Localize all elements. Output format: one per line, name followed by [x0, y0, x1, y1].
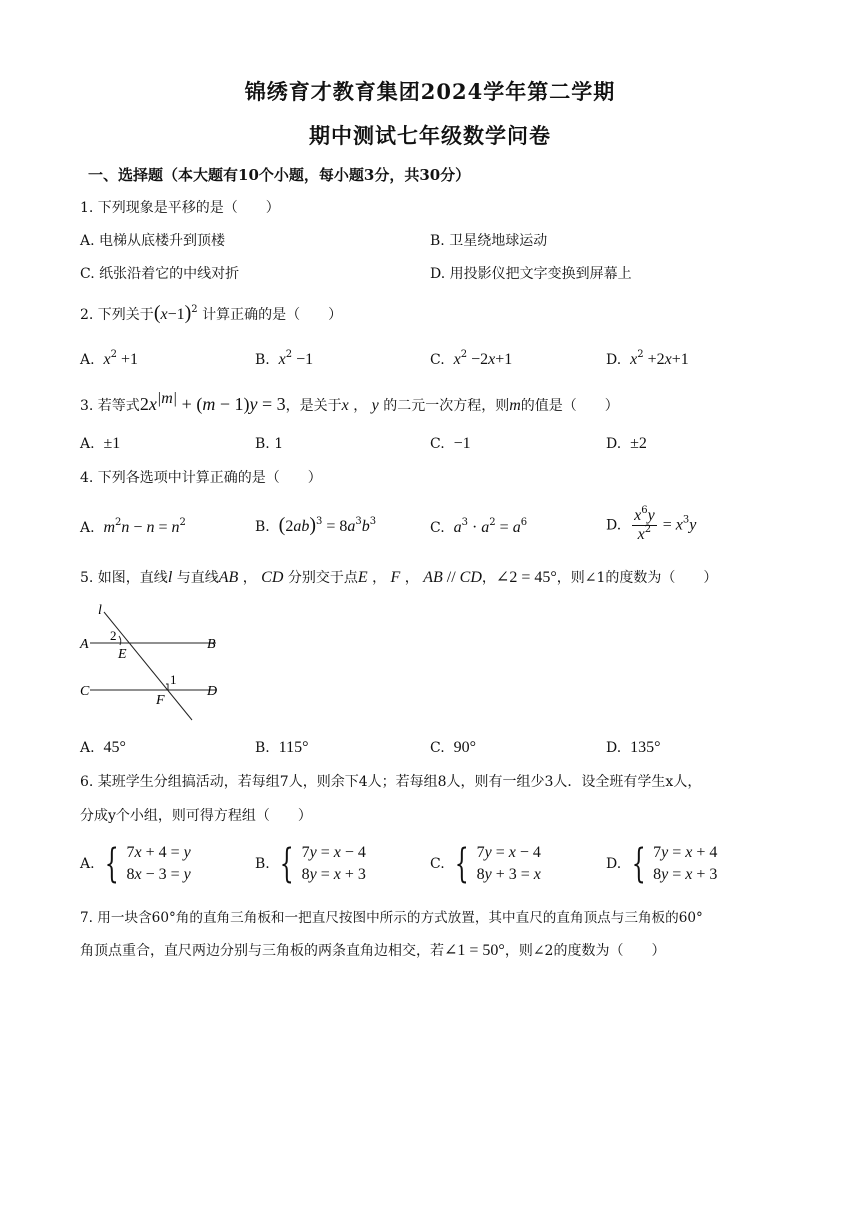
question-2-option-d: D. $x^2 +2x+1$ [606, 349, 689, 368]
question-3-text-1: ，是关于 [285, 398, 342, 414]
question-7-suffix: ，则∠2的度数为（ ） [504, 943, 666, 959]
option-value: −1 [453, 435, 471, 452]
option-value: 45° [103, 739, 126, 756]
label-f: F [156, 693, 165, 708]
angle-2-arc [119, 636, 121, 645]
line-l [104, 612, 192, 720]
question-4-stem: 4. 下列各选项中计算正确的是（ ） [80, 470, 322, 486]
label-b: B [207, 637, 216, 652]
label-a: A [80, 637, 89, 652]
question-6-option-c: C. { 7y = x − 4 8y + 3 = x [430, 841, 541, 887]
page-subtitle: 期中测试七年级数学问卷 [309, 123, 551, 148]
question-7-stem-line-2: 角顶点重合，直尺两边分别与三角板的两条直角边相交，若∠1 = 50°，则∠2的度数为（ ） [80, 942, 666, 959]
question-5-text-3: ， [481, 570, 496, 586]
question-3-option-d [606, 434, 647, 454]
question-1-option-a: A. 电梯从底楼升到顶楼 [80, 233, 226, 249]
question-1-option-b: B. 卫星绕地球运动 [430, 233, 548, 249]
label-2: 2 [110, 628, 117, 643]
question-2-prefix: 2. 下列关于 [80, 307, 154, 323]
option-letter: C. [430, 352, 445, 368]
option-letter: D. [606, 856, 622, 872]
question-7-prefix: 角顶点重合，直尺两边分别与三角板的两条直角边相交，若 [80, 943, 444, 959]
question-5-figure [76, 600, 236, 724]
question-3-prefix: 3. 若等式 [80, 398, 140, 414]
question-2-option-a: A. $x^2 +1$ [80, 349, 138, 368]
option-letter: A. [80, 520, 95, 536]
question-3-suffix: 的值是（ ） [520, 398, 619, 414]
option-letter: B. [255, 740, 270, 756]
question-2-option-b: B. $x^2 -1$ [255, 349, 314, 368]
option-letter: C. [430, 520, 445, 536]
question-5-option-a [80, 738, 126, 758]
question-4-option-c: C. $a^3 \cdot a^2 = a^6$ [430, 517, 528, 536]
question-3-text-2: 的二元一次方程，则 [383, 398, 510, 414]
option-letter: C. [430, 436, 445, 452]
question-5-text-1: 与直线 [176, 570, 219, 586]
question-2-option-c: C. $x^2 -2x+1$ [430, 349, 513, 368]
option-letter: C. [430, 856, 445, 872]
option-letter: B. [255, 519, 270, 535]
question-2-stem: 2. 下列关于$(x-1)^2$ 计算正确的是（ ） [80, 302, 343, 324]
option-value: 135° [630, 739, 661, 756]
question-5-text-2: 分别交于点 [287, 570, 358, 586]
question-6-option-d: D. { 7y = x + 4 8y = x + 3 [606, 841, 718, 887]
option-letter: D. [606, 740, 622, 756]
option-letter: B. [255, 352, 270, 368]
option-letter: D. [606, 517, 622, 534]
question-5-option-d [606, 738, 661, 758]
option-letter: C. [430, 740, 445, 756]
label-e: E [118, 647, 127, 662]
option-letter: A. [80, 352, 95, 368]
label-1: 1 [170, 672, 177, 687]
option-letter: A. [80, 856, 95, 872]
label-d: D [207, 684, 218, 699]
option-letter: B. [255, 856, 270, 872]
option-value: 115° [278, 739, 309, 756]
option-letter: A. [80, 436, 95, 452]
option-value: 90° [453, 739, 476, 756]
question-3-stem: 3. 若等式$2x^{|m|} + (m - 1)y = 3$，是关于x ， y 的二元一次方程，则m的值是（ ） [80, 390, 619, 414]
question-7-stem-line-1: 7. 用一块含60°角的直角三角板和一把直尺按图中所示的方式放置，其中直尺的直角顶点与三角板的60° [80, 910, 703, 926]
question-1-option-c: C. 纸张沿着它的中线对折 [80, 266, 240, 282]
option-value: ±1 [103, 435, 121, 452]
question-3-option-b: B. 1 [255, 436, 284, 452]
question-6-stem-line-1: 6. 某班学生分组搞活动，若每组7人，则余下4人；若每组8人，则有一组少3人．设全班有学生x人， [80, 774, 702, 790]
question-6-stem-line-2: 分成y个小组，则可得方程组（ ） [80, 808, 312, 824]
question-5-prefix: 5. 如图，直线 [80, 570, 168, 586]
question-1-option-d: D. 用投影仪把文字变换到屏幕上 [430, 266, 632, 282]
question-4-option-b: B. $(2ab)^3 = 8a^3b^3$ [255, 514, 377, 536]
question-4-option-d: D. $\frac{x^6y}{x^2}$ = $x^3y$ [606, 505, 697, 543]
label-c: C [80, 684, 90, 699]
option-letter: A. [80, 740, 95, 756]
question-3-option-c [430, 434, 471, 454]
question-3-option-a [80, 434, 120, 454]
question-5-suffix: ，则∠1的度数为（ ） [556, 570, 718, 586]
label-l: l [98, 603, 102, 618]
question-6-option-a: A. { 7x + 4 = y 8x − 3 = y [80, 841, 191, 887]
question-5-option-b [255, 738, 308, 758]
section-heading: 一、选择题（本大题有10个小题，每小题3分，共30分） [88, 166, 471, 184]
question-5-stem: 5. 如图，直线l 与直线AB ， CD 分别交于点E ， F ， AB // CD，∠2 = 45°，则∠1的度数为（ ） [80, 569, 718, 586]
page-title: 锦绣育才教育集团2024学年第二学期 [244, 79, 616, 104]
question-1-stem: 1. 下列现象是平移的是（ ） [80, 200, 280, 216]
question-6-option-b: B. { 7y = x − 4 8y = x + 3 [255, 841, 366, 887]
question-4-option-a: A. $m^2n - n = n^2$ [80, 517, 186, 536]
option-letter: D. [606, 436, 622, 452]
question-2-suffix: 计算正确的是（ ） [202, 307, 343, 323]
option-value: ±2 [630, 435, 647, 452]
question-5-option-c [430, 738, 476, 758]
option-letter: D. [606, 352, 622, 368]
